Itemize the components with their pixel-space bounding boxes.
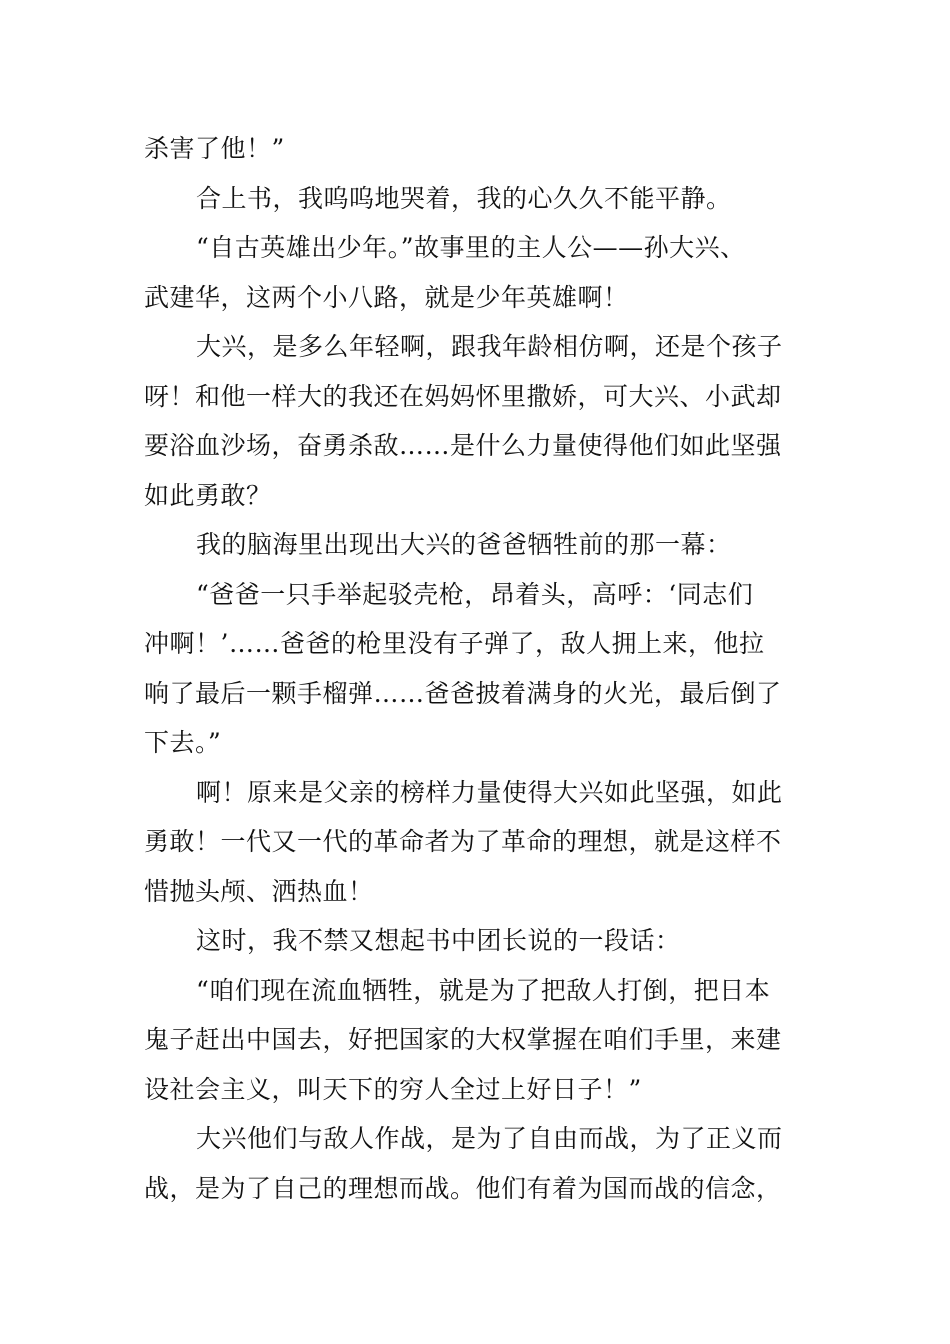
text-line: 大兴他们与敌人作战，是为了自由而战，为了正义而	[196, 1124, 783, 1153]
text-line: 啊！原来是父亲的榜样力量使得大兴如此坚强，如此	[196, 777, 783, 807]
text-line: “爸爸一只手举起驳壳枪，昂着头，高呼：‘同志们	[196, 579, 754, 609]
text-line: 响了最后一颗手榴弹……爸爸披着满身的火光，最后倒了	[144, 678, 782, 708]
text-line: 战，是为了自己的理想而战。他们有着为国而战的信念，	[144, 1173, 782, 1203]
text-line: 大兴，是多么年轻啊，跟我年龄相仿啊，还是个孩子	[196, 332, 783, 361]
text-line: 鬼子赶出中国去，好把国家的大权掌握在咱们手里，来建	[144, 1025, 782, 1054]
text-line: 惜抛头颅、洒热血！	[144, 876, 374, 906]
text-line: 合上书，我呜呜地哭着，我的心久久不能平静。	[196, 183, 732, 213]
text-line: 如此勇敢？	[144, 480, 272, 510]
text-line: 冲啊！’……爸爸的枪里没有子弹了，敌人拥上来，他拉	[144, 629, 765, 658]
text-line: 勇敢！一代又一代的革命者为了革命的理想，就是这样不	[144, 827, 782, 856]
text-line: 设社会主义，叫天下的穷人全过上好日子！”	[144, 1074, 642, 1104]
text-line: 杀害了他！”	[144, 134, 285, 163]
text-line: 这时，我不禁又想起书中团长说的一段话：	[196, 926, 681, 955]
text-line: “自古英雄出少年。”故事里的主人公——孙大兴、	[196, 233, 746, 262]
text-line: “咱们现在流血牺牲，就是为了把敌人打倒，把日本	[196, 975, 771, 1005]
text-line: 我的脑海里出现出大兴的爸爸牺牲前的那一幕：	[196, 530, 732, 559]
text-line: 下去。”	[144, 728, 222, 757]
text-line: 武建华，这两个小八路，就是少年英雄啊！	[144, 282, 629, 312]
text-line: 要浴血沙场，奋勇杀敌……是什么力量使得他们如此坚强	[144, 431, 782, 460]
document-body	[144, 124, 808, 1213]
text-line: 呀！和他一样大的我还在妈妈怀里撒娇，可大兴、小武却	[144, 381, 782, 411]
